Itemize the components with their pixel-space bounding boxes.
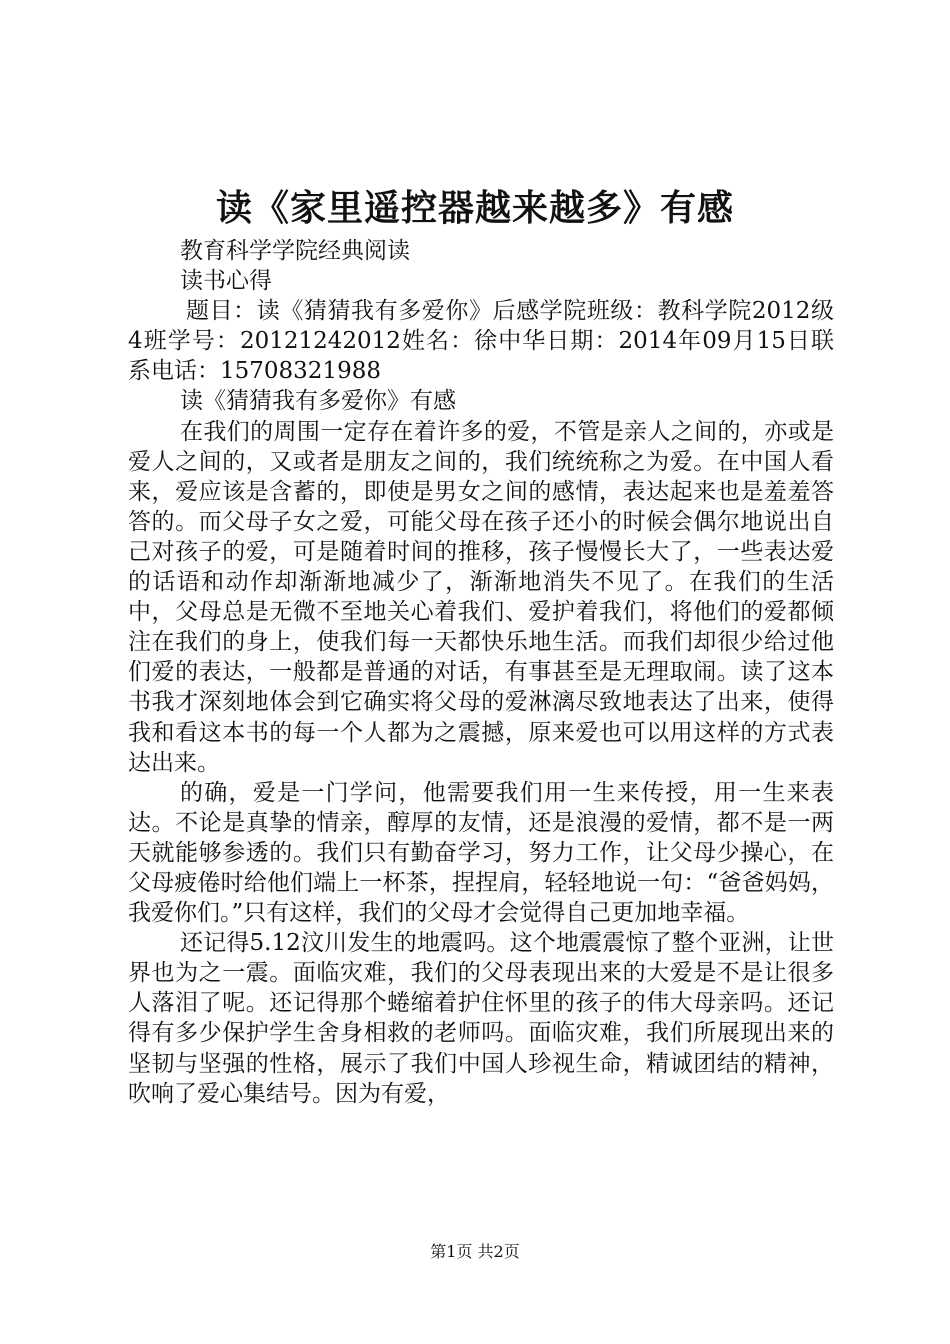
document-title: 读《家里遥控器越来越多》有感	[215, 187, 734, 229]
subtitle-line: 读书心得	[180, 268, 272, 295]
paragraph: 的确，爱是一门学问，他需要我们用一生来传授，用一生来表达。不论是真挚的情亲，醇厚的友情，还是浪漫的爱情，都不是一两天就能够参透的。我们只有勤奋学习，努力工作，让父母少操心，在父母疲倦时给他们端上一杯茶，捏捏肩，轻轻地说一句：“爸爸妈妈，我爱你们。”只有这样，我们的父母才会觉得自己更加地幸福。	[128, 779, 834, 927]
document-body	[128, 236, 834, 1109]
subtitle-line: 教育科学学院经典阅读	[180, 238, 410, 264]
metadata-line: 题目：读《猜猜我有多爱你》后感学院班级：教科学院2012级4班学号：20121242012姓名：徐中华日期：2014年09月15日联系电话：15708321988	[128, 298, 834, 385]
essay-title: 读《猜猜我有多爱你》有感	[180, 388, 456, 415]
paragraph: 在我们的周围一定存在着许多的爱，不管是亲人之间的，亦或是爱人之间的，又或者是朋友之间的，我们统统称之为爱。在中国人看来，爱应该是含蓄的，即使是男女之间的感情，表达起来也是羞羞答答的。而父母子女之爱，可能父母在孩子还小的时候会偶尔地说出自己对孩子的爱，可是随着时间的推移，孩子慢慢长大了，一些表达爱的话语和动作却渐渐地减少了，渐渐地消失不见了。在我们的生活中，父母总是无微不至地关心着我们、爱护着我们，将他们的爱都倾注在我们的身上，使我们每一天都快乐地生活。而我们却很少给过他们爱的表达，一般都是普通的对话，有事甚至是无理取闹。读了这本书我才深刻地体会到它确实将父母的爱淋漓尽致地表达了出来，使得我和看这本书的每一个人都为之震撼，原来爱也可以用这样的方式表达出来。	[128, 418, 834, 776]
paragraph: 还记得5.12汶川发生的地震吗。这个地震震惊了整个亚洲，让世界也为之一震。面临灾难，我们的父母表现出来的大爱是不是让很多人落泪了呢。还记得那个蜷缩着护住怀里的孩子的伟大母亲吗。还记得有多少保护学生舍身相救的老师吗。面临灾难，我们所展现出来的坚韧与坚强的性格，展示了我们中国人珍视生命，精诚团结的精神，吹响了爱心集结号。因为有爱，	[128, 930, 834, 1107]
page-number-footer: 第1页 共2页	[430, 1242, 520, 1261]
